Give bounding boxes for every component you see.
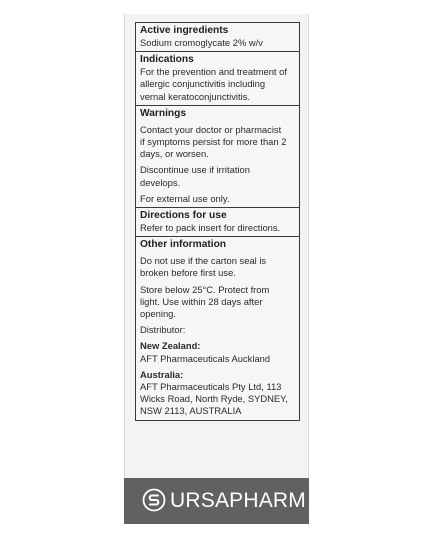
- other-line: broken before first use.: [140, 267, 236, 279]
- active-ingredients-text: Sodium cromoglycate 2% w/v: [140, 37, 263, 48]
- warning-line: if symptoms persist for more than 2: [140, 136, 287, 148]
- indications-heading: Indications: [140, 54, 194, 66]
- au-line: AFT Pharmaceuticals Pty Ltd, 113: [140, 381, 282, 393]
- warning-line: Contact your doctor or pharmacist: [140, 123, 282, 135]
- au-line: Wicks Road, North Ryde, SYDNEY,: [140, 393, 288, 405]
- distributor-label: Distributor:: [140, 324, 186, 336]
- warning-line: Discontinue use if irritation: [140, 164, 250, 176]
- other-paragraph: [140, 255, 295, 279]
- other-line: Store below 25°C. Protect from: [140, 283, 270, 295]
- indications-line: For the prevention and treatment of: [140, 66, 287, 78]
- product-info-table: [135, 22, 300, 421]
- indications-line: allergic conjunctivitis including: [140, 78, 266, 90]
- au-label: Australia:: [140, 368, 184, 380]
- other-paragraph: [140, 324, 295, 336]
- other-line: Do not use if the carton seal is: [140, 255, 267, 267]
- brand-name: URSAPHARM: [170, 489, 306, 512]
- other-information-section: [136, 236, 299, 419]
- ursapharm-logo-icon: [142, 488, 166, 512]
- au-line: NSW 2113, AUSTRALIA: [140, 405, 242, 417]
- directions-section: [136, 207, 299, 236]
- warning-line: develops.: [140, 176, 181, 188]
- warning-paragraph: [140, 124, 295, 161]
- nz-text: AFT Pharmaceuticals Auckland: [140, 352, 271, 364]
- indications-line: vernal keratoconjunctivitis.: [140, 90, 250, 102]
- nz-distributor: [140, 340, 295, 364]
- active-ingredients-heading: Active ingredients: [140, 25, 229, 36]
- other-line: opening.: [140, 308, 176, 320]
- warning-line: days, or worsen.: [140, 148, 209, 160]
- directions-heading: Directions for use: [140, 210, 227, 222]
- nz-label: New Zealand:: [140, 340, 201, 352]
- other-line: light. Use within 28 days after: [140, 295, 263, 307]
- active-ingredients-section: [136, 23, 299, 51]
- directions-text: Refer to pack insert for directions.: [140, 222, 281, 234]
- indications-section: [136, 51, 299, 105]
- warning-paragraph: [140, 193, 295, 205]
- other-information-heading: Other information: [140, 239, 227, 251]
- warnings-heading: Warnings: [140, 107, 187, 119]
- other-paragraph: [140, 284, 295, 321]
- warning-paragraph: [140, 164, 295, 188]
- warnings-section: [136, 105, 299, 207]
- brand-footer: [124, 478, 309, 524]
- warning-line: For external use only.: [140, 192, 230, 204]
- au-distributor: [140, 369, 295, 418]
